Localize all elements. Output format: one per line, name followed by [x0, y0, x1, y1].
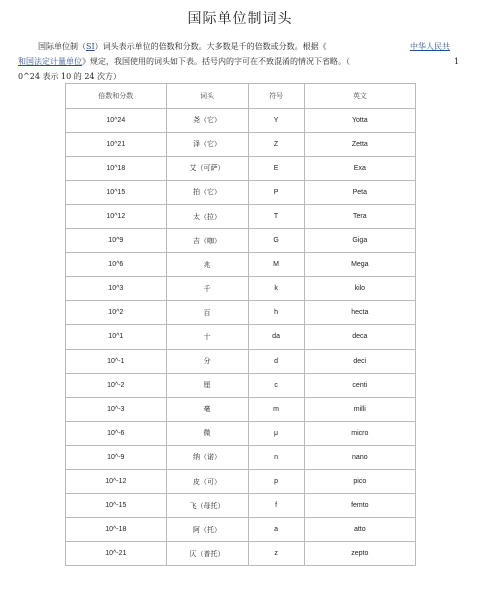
cell-symbol: c — [248, 373, 304, 397]
cell-prefix: 十 — [166, 325, 248, 349]
cell-english: Peta — [304, 180, 415, 204]
cell-symbol: z — [248, 542, 304, 566]
cell-multiple: 10^-1 — [66, 349, 167, 373]
cell-prefix: 拍（它） — [166, 180, 248, 204]
table-row — [66, 253, 416, 277]
cell-english: centi — [304, 373, 415, 397]
cell-english: deca — [304, 325, 415, 349]
cell-symbol: T — [248, 204, 304, 228]
cell-english: micro — [304, 421, 415, 445]
cell-prefix: 毫 — [166, 397, 248, 421]
table-row — [66, 397, 416, 421]
cell-prefix: 阿（托） — [166, 518, 248, 542]
cell-multiple: 10^9 — [66, 229, 167, 253]
cell-english: milli — [304, 397, 415, 421]
si-link[interactable]: SI — [86, 42, 95, 51]
table-row — [66, 132, 416, 156]
table-row — [66, 301, 416, 325]
cell-multiple: 10^2 — [66, 301, 167, 325]
cell-multiple: 10^15 — [66, 180, 167, 204]
cell-english: Giga — [304, 229, 415, 253]
cell-prefix: 分 — [166, 349, 248, 373]
intro-text: ）词头表示单位的倍数和分数。大多数是千的倍数或分数。根据《 — [94, 42, 327, 51]
table-row — [66, 229, 416, 253]
table-row — [66, 349, 416, 373]
cell-symbol: m — [248, 397, 304, 421]
cell-english: kilo — [304, 277, 415, 301]
cell-symbol: n — [248, 445, 304, 469]
cell-english: zepto — [304, 542, 415, 566]
cell-prefix: 百 — [166, 301, 248, 325]
cell-symbol: da — [248, 325, 304, 349]
cell-symbol: E — [248, 156, 304, 180]
cell-multiple: 10^6 — [66, 253, 167, 277]
cell-english: hecta — [304, 301, 415, 325]
cell-symbol: Z — [248, 132, 304, 156]
intro-text: 》规定，我国使用的词头如下表。括号内的字可在不致混淆的情况下省略。（ — [82, 57, 350, 66]
table-row — [66, 277, 416, 301]
cell-symbol: f — [248, 494, 304, 518]
cell-symbol: a — [248, 518, 304, 542]
table-header-row — [66, 84, 416, 109]
cell-multiple: 10^12 — [66, 204, 167, 228]
header-prefix: 词头 — [166, 84, 248, 109]
intro-text: 1 — [454, 57, 460, 66]
table-row — [66, 156, 416, 180]
cell-english: nano — [304, 445, 415, 469]
header-english: 英文 — [304, 84, 415, 109]
cell-symbol: k — [248, 277, 304, 301]
cell-prefix: 仄（普托） — [166, 542, 248, 566]
cell-prefix: 飞（母托） — [166, 494, 248, 518]
cell-symbol: Y — [248, 108, 304, 132]
cell-multiple: 10^-3 — [66, 397, 167, 421]
header-symbol: 符号 — [248, 84, 304, 109]
intro-text: 0^24 表示 10 的 24 次方） — [18, 72, 122, 81]
cell-multiple: 10^-9 — [66, 445, 167, 469]
cell-prefix: 千 — [166, 277, 248, 301]
intro-text: 国际单位制（ — [38, 42, 86, 51]
table-row — [66, 373, 416, 397]
table-row — [66, 518, 416, 542]
cell-symbol: M — [248, 253, 304, 277]
cell-prefix: 皮（可） — [166, 470, 248, 494]
cell-multiple: 10^-12 — [66, 470, 167, 494]
table-body — [66, 108, 416, 566]
cell-symbol: G — [248, 229, 304, 253]
cell-prefix: 艾（可萨） — [166, 156, 248, 180]
cell-symbol: p — [248, 470, 304, 494]
table-row — [66, 325, 416, 349]
cell-prefix: 泽（它） — [166, 132, 248, 156]
cell-multiple: 10^-18 — [66, 518, 167, 542]
cell-english: atto — [304, 518, 415, 542]
cell-prefix: 吉（咖） — [166, 229, 248, 253]
cell-multiple: 10^-21 — [66, 542, 167, 566]
law-link-part2[interactable]: 和国法定计量单位 — [18, 57, 82, 66]
cell-multiple: 10^3 — [66, 277, 167, 301]
table-row — [66, 542, 416, 566]
cell-prefix: 纳（诺） — [166, 445, 248, 469]
cell-multiple: 10^18 — [66, 156, 167, 180]
cell-english: Zetta — [304, 132, 415, 156]
cell-english: femto — [304, 494, 415, 518]
table-row — [66, 204, 416, 228]
cell-prefix: 兆 — [166, 253, 248, 277]
table-row — [66, 108, 416, 132]
cell-multiple: 10^1 — [66, 325, 167, 349]
table-row — [66, 445, 416, 469]
cell-symbol: d — [248, 349, 304, 373]
table-row — [66, 421, 416, 445]
cell-prefix: 太（拉） — [166, 204, 248, 228]
table-row — [66, 470, 416, 494]
cell-multiple: 10^-6 — [66, 421, 167, 445]
table-row — [66, 494, 416, 518]
cell-symbol: μ — [248, 421, 304, 445]
cell-english: Tera — [304, 204, 415, 228]
cell-multiple: 10^-2 — [66, 373, 167, 397]
cell-symbol: h — [248, 301, 304, 325]
cell-prefix: 尧（它） — [166, 108, 248, 132]
cell-english: Yotta — [304, 108, 415, 132]
cell-english: Mega — [304, 253, 415, 277]
cell-english: deci — [304, 349, 415, 373]
cell-prefix: 厘 — [166, 373, 248, 397]
cell-multiple: 10^24 — [66, 108, 167, 132]
cell-prefix: 微 — [166, 421, 248, 445]
page-title: 国际单位制词头 — [187, 11, 293, 27]
prefix-table — [65, 83, 416, 566]
cell-multiple: 10^21 — [66, 132, 167, 156]
cell-symbol: P — [248, 180, 304, 204]
cell-multiple: 10^-15 — [66, 494, 167, 518]
cell-english: pico — [304, 470, 415, 494]
law-link-part1[interactable]: 中华人民共 — [410, 42, 450, 51]
header-multiple: 倍数和分数 — [66, 84, 167, 109]
table-row — [66, 180, 416, 204]
cell-english: Exa — [304, 156, 415, 180]
